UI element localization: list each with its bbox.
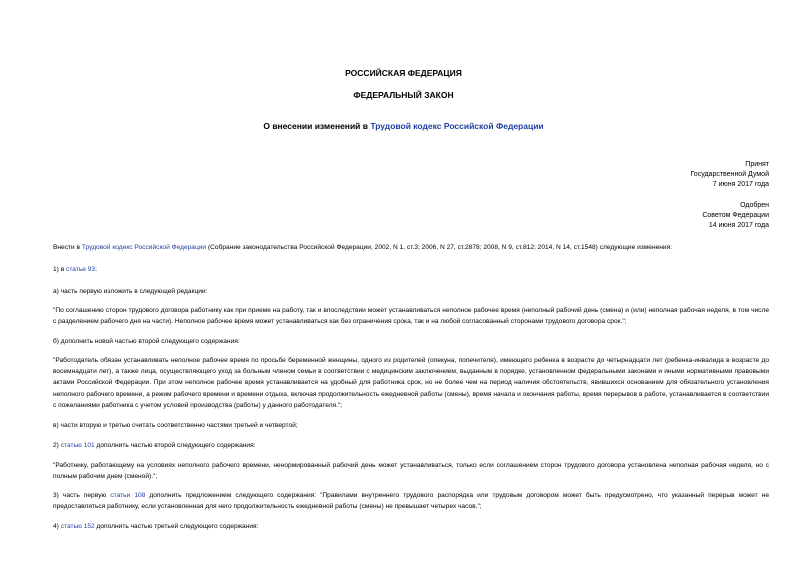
item3-paragraph [53, 490, 769, 512]
article-108-link[interactable]: статьи 108 [110, 492, 146, 499]
article-101-link[interactable]: статью 101 [60, 442, 95, 449]
approved-block [702, 201, 769, 231]
item2-paragraph [53, 440, 769, 451]
item2-suffix: дополнить частью второй следующего содержания: [94, 442, 256, 449]
law-title [0, 121, 807, 131]
item4-prefix: 4) [53, 523, 61, 530]
item1-suffix: : [95, 266, 97, 273]
approved-line3: 14 июня 2017 года [708, 222, 769, 229]
article-152-link[interactable]: статью 152 [60, 523, 95, 530]
intro-suffix: (Собрание законодательства Российской Федерации, 2002, N 1, ст.3; 2006, N 27, ст.2878; 2008, N 9, ст.812; 2014, N 14, ст.1548) следующие изменения: [206, 244, 673, 251]
item3-suffix: дополнить предложением следующего содержания: "Правилами внутреннего трудового распорядка или трудовым договором может быть предусмотрено, что указанный перерыв может не предоставляться работнику, если установленная для него продолжительность ежедневной работы (смены) не превышает четырех часов."; [53, 492, 769, 511]
quote2-paragraph: "Работодатель обязан устанавливать неполное рабочее время по просьбе беременной женщины, одного из родителей (опекуна, попечителя), имеющего ребенка в возрасте до четырнадцати лет (ребенка-инвалида в возрасте до восемнадцати лет), а также лица, осуществляющего уход за больным членом семьи в соответствии с медицинским заключением, выданным в порядке, установленном федеральными законами и иными нормативными правовыми актами Российской Федерации. При этом неполное рабочее время устанавливается на удобный для работника срок, но не более чем на период наличия обстоятельств, явившихся основанием для обязательного установления неполного рабочего времени, а режим рабочего времени и времени отдыха, включая продолжительность ежедневной работы (смены), время начала и окончания работы, время перерывов в работе, устанавливается в соответствии с пожеланиями работника с учетом условий производства (работы) у данного работодателя."; [53, 357, 769, 409]
item1-prefix: 1) в [53, 266, 67, 273]
labor-code-link-intro[interactable]: Трудовой кодекс Российской Федерации [81, 244, 207, 251]
item1-paragraph [53, 264, 769, 275]
labor-code-link-title[interactable]: Трудовой кодекс Российской Федерации [370, 121, 544, 131]
item4-suffix: дополнить частью третьей следующего содержания: [94, 523, 259, 530]
approved-line1: Одобрен [740, 202, 769, 209]
item3-prefix: 3) часть первую [53, 492, 111, 499]
intro-prefix: Внести в [53, 244, 82, 251]
law-type-heading: ФЕДЕРАЛЬНЫЙ ЗАКОН [353, 90, 454, 100]
article-93-link[interactable]: статье 93 [66, 266, 96, 273]
item1a-paragraph: а) часть первую изложить в следующей редакции: [53, 288, 208, 295]
adopted-line3: 7 июня 2017 года [712, 181, 769, 188]
approved-line2: Советом Федерации [702, 212, 769, 219]
intro-paragraph [53, 242, 769, 253]
adopted-block [690, 160, 769, 190]
adopted-line2: Государственной Думой [690, 171, 769, 178]
quote1-paragraph: "По соглашению сторон трудового договора работнику как при приеме на работу, так и впоследствии может устанавливаться неполное рабочее время (неполный рабочий день (смена) и (или) неполная рабочая неделя, в том числе с разделением рабочего дня на части). Неполное рабочее время может устанавливаться как без ограничения срока, так и на любой согласованный сторонами трудового договора срок."; [53, 307, 769, 326]
adopted-line1: Принят [745, 161, 769, 168]
item1b-paragraph: б) дополнить новой частью второй следующего содержания: [53, 338, 240, 345]
item2-prefix: 2) [53, 442, 61, 449]
item1c-paragraph: в) части вторую и третью считать соответственно частями третьей и четвертой; [53, 422, 298, 429]
quote3-paragraph: "Работнику, работающему на условиях неполного рабочего времени, ненормированный рабочий день может устанавливаться, только если соглашением сторон трудового договора установлена неполная рабочая неделя, но с полным рабочим днем (сменой)."; [53, 462, 769, 481]
item4-paragraph [53, 521, 769, 532]
country-heading: РОССИЙСКАЯ ФЕДЕРАЦИЯ [345, 68, 462, 78]
law-title-prefix: О внесении изменений в [263, 121, 371, 131]
